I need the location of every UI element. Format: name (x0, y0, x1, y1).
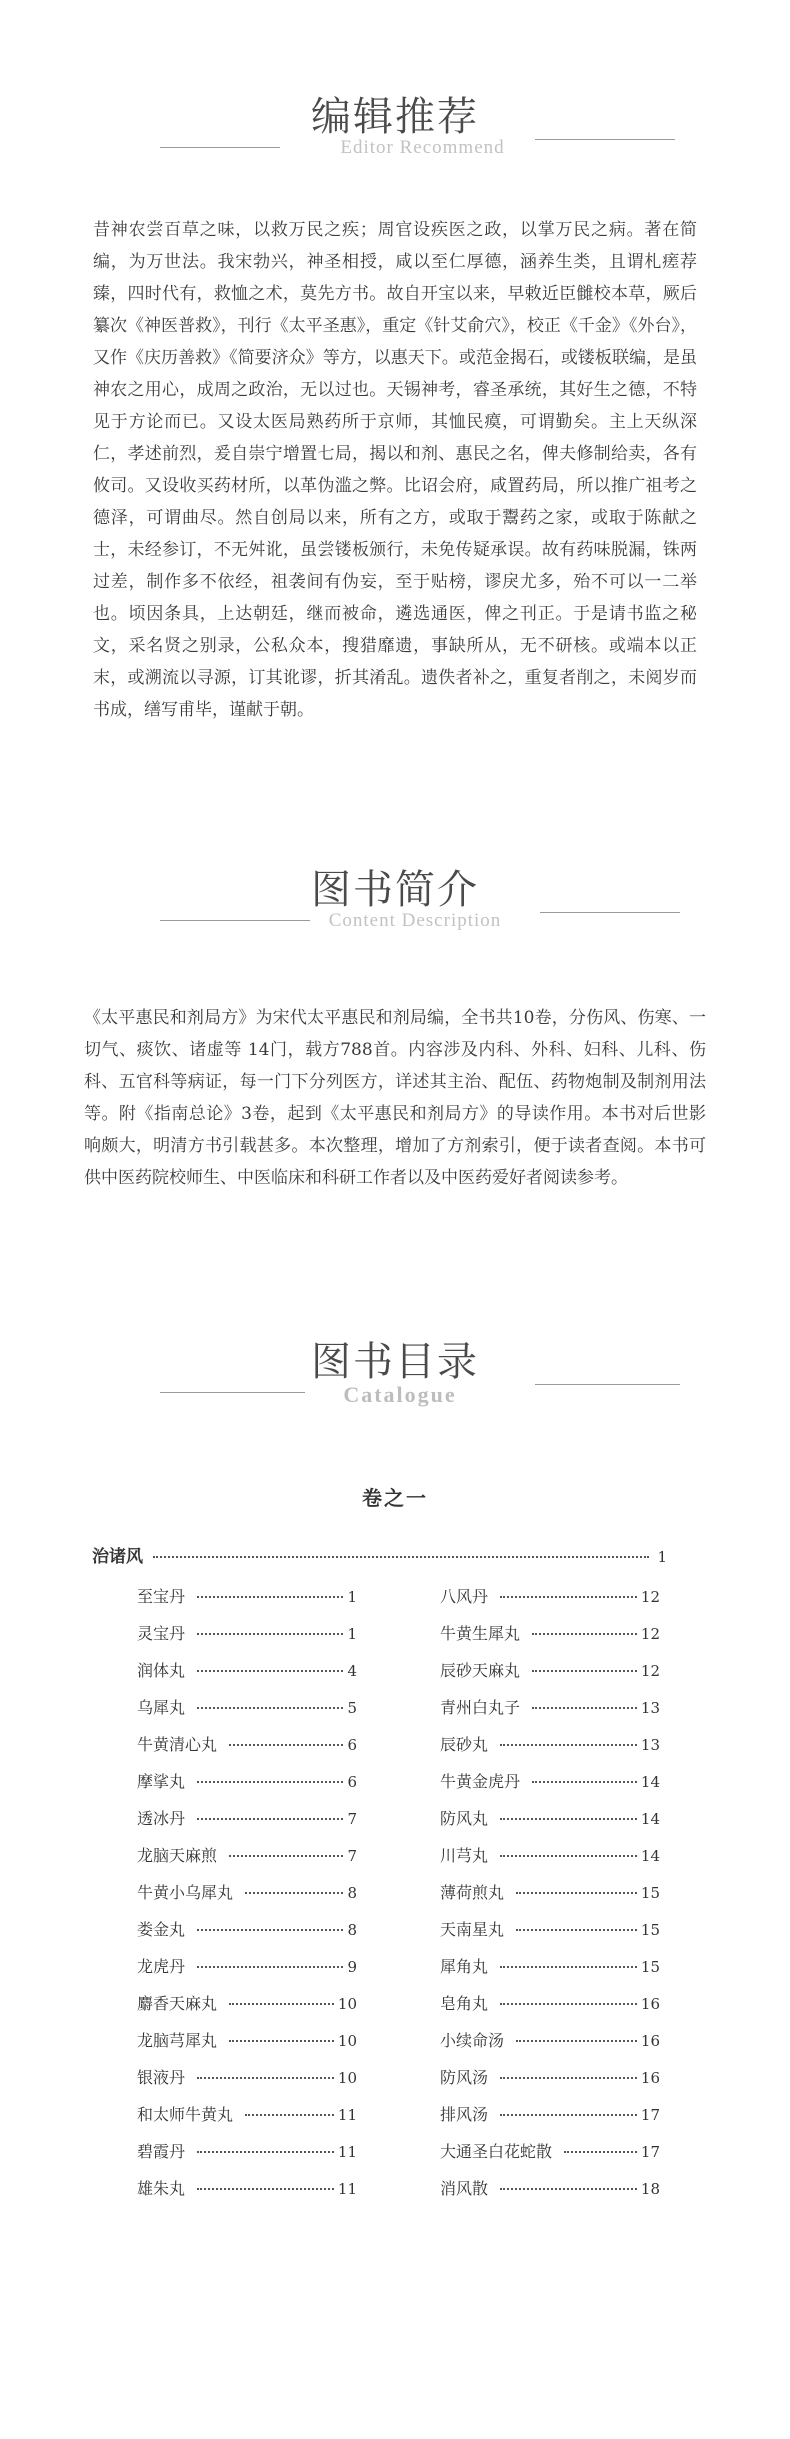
editor-section-header (0, 85, 790, 165)
toc-leader-dots (532, 1670, 637, 1672)
toc-entry-page: 18 (640, 2180, 660, 2198)
toc-leader-dots (500, 2114, 637, 2116)
toc-leader-dots (229, 1855, 343, 1857)
toc-entry-page: 12 (640, 1662, 660, 1680)
toc-entry (440, 1954, 660, 1991)
toc-entry-name: 青州白丸子 (440, 1698, 521, 1717)
toc-leader-dots (500, 1966, 637, 1968)
toc-entry-page: 16 (640, 1995, 660, 2013)
toc-entry-name: 天南星丸 (440, 1920, 505, 1939)
toc-entry-name: 麝香天麻丸 (137, 1994, 218, 2013)
toc-leader-dots (197, 1707, 343, 1709)
toc-entry-name: 牛黄小乌犀丸 (137, 1883, 234, 1902)
toc-entry-page: 17 (640, 2143, 660, 2161)
toc-entry (137, 1621, 357, 1658)
toc-entry-name: 银液丹 (137, 2068, 186, 2087)
toc-leader-dots (516, 2040, 637, 2042)
toc-leader-dots (516, 1929, 637, 1931)
toc-leader-dots (245, 1892, 343, 1894)
toc-entry-name: 小续命汤 (440, 2031, 505, 2050)
toc-entry (137, 2102, 357, 2139)
toc-entry (137, 2176, 357, 2213)
toc-leader-dots (197, 2151, 334, 2153)
toc-entry-page: 7 (347, 1847, 357, 1865)
toc-entry-page: 15 (640, 1921, 660, 1939)
toc-entry (440, 1732, 660, 1769)
toc-entry-page: 1 (347, 1625, 357, 1643)
toc-entry-page: 16 (640, 2069, 660, 2087)
toc-leader-dots (500, 2077, 637, 2079)
toc-entry (137, 1695, 357, 1732)
toc-entry (137, 2065, 357, 2102)
editor-title: 编辑推荐 (311, 94, 479, 140)
toc-entry-name: 娄金丸 (137, 1920, 186, 1939)
toc-leader-dots (197, 1781, 343, 1783)
toc-entry (440, 1621, 660, 1658)
toc-entry (137, 1584, 357, 1621)
toc-leader-dots (532, 1707, 637, 1709)
toc-entry-name: 皂角丸 (440, 1994, 489, 2013)
toc-entry (137, 1954, 357, 1991)
toc-entry-page: 8 (347, 1884, 357, 1902)
toc-entry-name: 透冰丹 (137, 1809, 186, 1828)
toc-entry (440, 1991, 660, 2028)
toc-entry (440, 1695, 660, 1732)
toc-chapter-name: 治诸风 (92, 1547, 143, 1567)
toc-chapter-entry (92, 1542, 667, 1572)
toc-entry (137, 1732, 357, 1769)
toc-leader-dots (500, 2003, 637, 2005)
toc-entry-name: 润体丸 (137, 1661, 186, 1680)
toc-entry-page: 13 (640, 1699, 660, 1717)
catalogue-subtitle: Catalogue (343, 1382, 457, 1407)
toc-leader-dots (500, 1596, 637, 1598)
toc-entry-page: 12 (640, 1588, 660, 1606)
toc-leader-dots (229, 2040, 334, 2042)
toc-entry-page: 15 (640, 1884, 660, 1902)
toc-entry-page: 4 (347, 1662, 357, 1680)
toc-entry-page: 6 (347, 1736, 357, 1754)
toc-entry-name: 八风丹 (440, 1587, 489, 1606)
intro-paragraph: 《太平惠民和剂局方》为宋代太平惠民和剂局编，全书共10卷，分伤风、伤寒、一切气、痰饮、诸虚等 14门，载方788首。内容涉及内科、外科、妇科、儿科、伤科、五官科等病证，每一门下分列医方，详述其主治、配伍、药物炮制及制剂用法等。附《指南总论》3卷，起到《太平惠民和剂局方》的导读作用。本书对后世影响颇大，明清方书引载甚多。本次整理，增加了方剂索引，便于读者查阅。本书可供中医药院校师生、中医临床和科研工作者以及中医药爱好者阅读参考。 (84, 1008, 706, 1188)
toc-entry (440, 2028, 660, 2065)
toc-entry-name: 排风汤 (440, 2105, 489, 2124)
toc-leader-dots (532, 1781, 637, 1783)
toc-leader-dots (197, 1596, 343, 1598)
toc-entry (137, 2139, 357, 2176)
toc-entry-name: 牛黄生犀丸 (440, 1624, 521, 1643)
toc-entry (137, 1917, 357, 1954)
toc-entry-page: 13 (640, 1736, 660, 1754)
toc-entry-name: 雄朱丸 (137, 2179, 186, 2198)
toc-entry-name: 薄荷煎丸 (440, 1883, 505, 1902)
toc-entry-page: 5 (347, 1699, 357, 1717)
toc-entry-name: 防风丸 (440, 1809, 489, 1828)
toc-entry-name: 灵宝丹 (137, 1624, 186, 1643)
toc-entry-name: 龙虎丹 (137, 1957, 186, 1976)
toc-leader-dots (197, 1966, 343, 1968)
toc-leader-dots (245, 2114, 334, 2116)
toc-leader-dots (197, 2188, 334, 2190)
toc-entry-name: 碧霞丹 (137, 2142, 186, 2161)
toc-entry (440, 2139, 660, 2176)
toc-entry-name: 川芎丸 (440, 1846, 489, 1865)
toc-leader-dots (197, 1929, 343, 1931)
toc-entry-name: 龙脑天麻煎 (137, 1846, 218, 1865)
toc-entry (440, 1843, 660, 1880)
toc-entry (440, 1584, 660, 1621)
toc-leader-dots (500, 1744, 637, 1746)
toc-entry-page: 10 (337, 2069, 357, 2087)
toc-entry-page: 11 (337, 2180, 357, 2198)
toc-entry-page: 17 (640, 2106, 660, 2124)
toc-entry-page: 14 (640, 1773, 660, 1791)
toc-entry-name: 辰砂天麻丸 (440, 1661, 521, 1680)
toc-entry (137, 1843, 357, 1880)
toc-entry-page: 6 (347, 1773, 357, 1791)
toc-entry-page: 14 (640, 1847, 660, 1865)
toc-entry-page: 10 (337, 1995, 357, 2013)
editor-subtitle: Editor Recommend (340, 137, 505, 158)
toc-entry-page: 11 (337, 2106, 357, 2124)
toc-leader-dots (229, 2003, 334, 2005)
toc-entry-page: 7 (347, 1810, 357, 1828)
toc-entry-page: 1 (347, 1588, 357, 1606)
intro-title: 图书简介 (311, 867, 479, 913)
toc-entry (440, 2176, 660, 2213)
toc-leader-dots (500, 2188, 637, 2190)
toc-entry (137, 1806, 357, 1843)
toc-entry-page: 10 (337, 2032, 357, 2050)
toc-entry-page: 8 (347, 1921, 357, 1939)
toc-entry-name: 摩挲丸 (137, 1772, 186, 1791)
intro-section-header (0, 858, 790, 938)
toc-entry-name: 乌犀丸 (137, 1698, 186, 1717)
toc-entry (137, 2028, 357, 2065)
toc-entry (137, 1880, 357, 1917)
catalogue-section-header (0, 1330, 790, 1410)
toc-entry (440, 1806, 660, 1843)
toc-entry-page: 16 (640, 2032, 660, 2050)
toc-entry (440, 2102, 660, 2139)
toc-entry-name: 大通圣白花蛇散 (440, 2142, 553, 2161)
editor-paragraph: 昔神农尝百草之味，以救万民之疾；周官设疾医之政，以掌万民之病。著在简编，为万世法。我宋勃兴，神圣相授，咸以至仁厚德，涵养生类，且谓札瘥荐臻，四时代有，救恤之术，莫先方书。故自开宝以来，早敕近臣雠校本草，厥后纂次《神医普救》，刊行《太平圣惠》，重定《针艾俞穴》，校正《千金》《外台》，又作《庆历善救》《简要济众》等方，以惠天下。或范金揭石，或镂板联编，是虽神农之用心，成周之政治，无以过也。天锡神考，睿圣承统，其好生之德，不特见于方论而已。又设太医局熟药所于京师，其恤民瘼，可谓勤矣。主上天纵深仁，孝述前烈，爰自崇宁增置七局，揭以和剂、惠民之名，俾夫修制给卖，各有攸司。又设收买药材所，以革伪滥之弊。比诏会府，咸置药局，所以推广祖考之德泽，可谓曲尽。然自创局以来，所有之方，或取于鬻药之家，或取于陈献之士，未经参订，不无舛讹，虽尝镂板颁行，未免传疑承误。故有药味脱漏，铢两过差，制作多不依经，祖袭间有伪妄，至于贴榜，谬戾尤多，殆不可以一二举也。顷因条具，上达朝廷，继而被命，遴选通医，俾之刊正。于是请书监之秘文，采名贤之别录，公私众本，搜猎靡遗，事缺所从，无不研核。或端本以正末，或溯流以寻源，订其讹谬，折其淆乱。遗佚者补之，重复者削之，未阅岁而书成，缮写甫毕，谨献于朝。 (93, 220, 697, 720)
toc-entry-name: 至宝丹 (137, 1587, 186, 1606)
toc-entry-name: 和太师牛黄丸 (137, 2105, 234, 2124)
toc-leader-dots (197, 1670, 343, 1672)
toc-entry-name: 牛黄清心丸 (137, 1735, 218, 1754)
toc-left-column (137, 1584, 357, 2213)
toc-leader-dots (153, 1556, 649, 1558)
toc-entry (440, 1917, 660, 1954)
toc-leader-dots (532, 1633, 637, 1635)
toc-leader-dots (500, 1818, 637, 1820)
toc-entry (440, 1769, 660, 1806)
volume-title: 卷之一 (362, 1486, 428, 1510)
toc-entry (137, 1658, 357, 1695)
toc-entry-page: 14 (640, 1810, 660, 1828)
toc-entry-name: 牛黄金虎丹 (440, 1772, 521, 1791)
toc-entry-name: 龙脑芎犀丸 (137, 2031, 218, 2050)
toc-entry-page: 11 (337, 2143, 357, 2161)
toc-entry-name: 辰砂丸 (440, 1735, 489, 1754)
toc-leader-dots (197, 1633, 343, 1635)
toc-entry-page: 12 (640, 1625, 660, 1643)
toc-leader-dots (229, 1744, 343, 1746)
toc-chapter-page: 1 (657, 1548, 667, 1566)
toc-entry-page: 9 (347, 1958, 357, 1976)
intro-subtitle: Content Description (328, 910, 502, 931)
toc-entry (137, 1769, 357, 1806)
toc-entry-name: 消风散 (440, 2179, 489, 2198)
toc-leader-dots (516, 1892, 637, 1894)
catalogue-title: 图书目录 (311, 1339, 479, 1385)
toc-entry-name: 防风汤 (440, 2068, 489, 2087)
toc-leader-dots (564, 2151, 637, 2153)
toc-entry (440, 2065, 660, 2102)
toc-leader-dots (197, 1818, 343, 1820)
toc-entry (440, 1658, 660, 1695)
toc-entry (137, 1991, 357, 2028)
toc-right-column (440, 1584, 660, 2213)
toc-leader-dots (197, 2077, 334, 2079)
toc-entry-page: 15 (640, 1958, 660, 1976)
toc-leader-dots (500, 1855, 637, 1857)
toc-entry (440, 1880, 660, 1917)
toc-entry-name: 犀角丸 (440, 1957, 489, 1976)
